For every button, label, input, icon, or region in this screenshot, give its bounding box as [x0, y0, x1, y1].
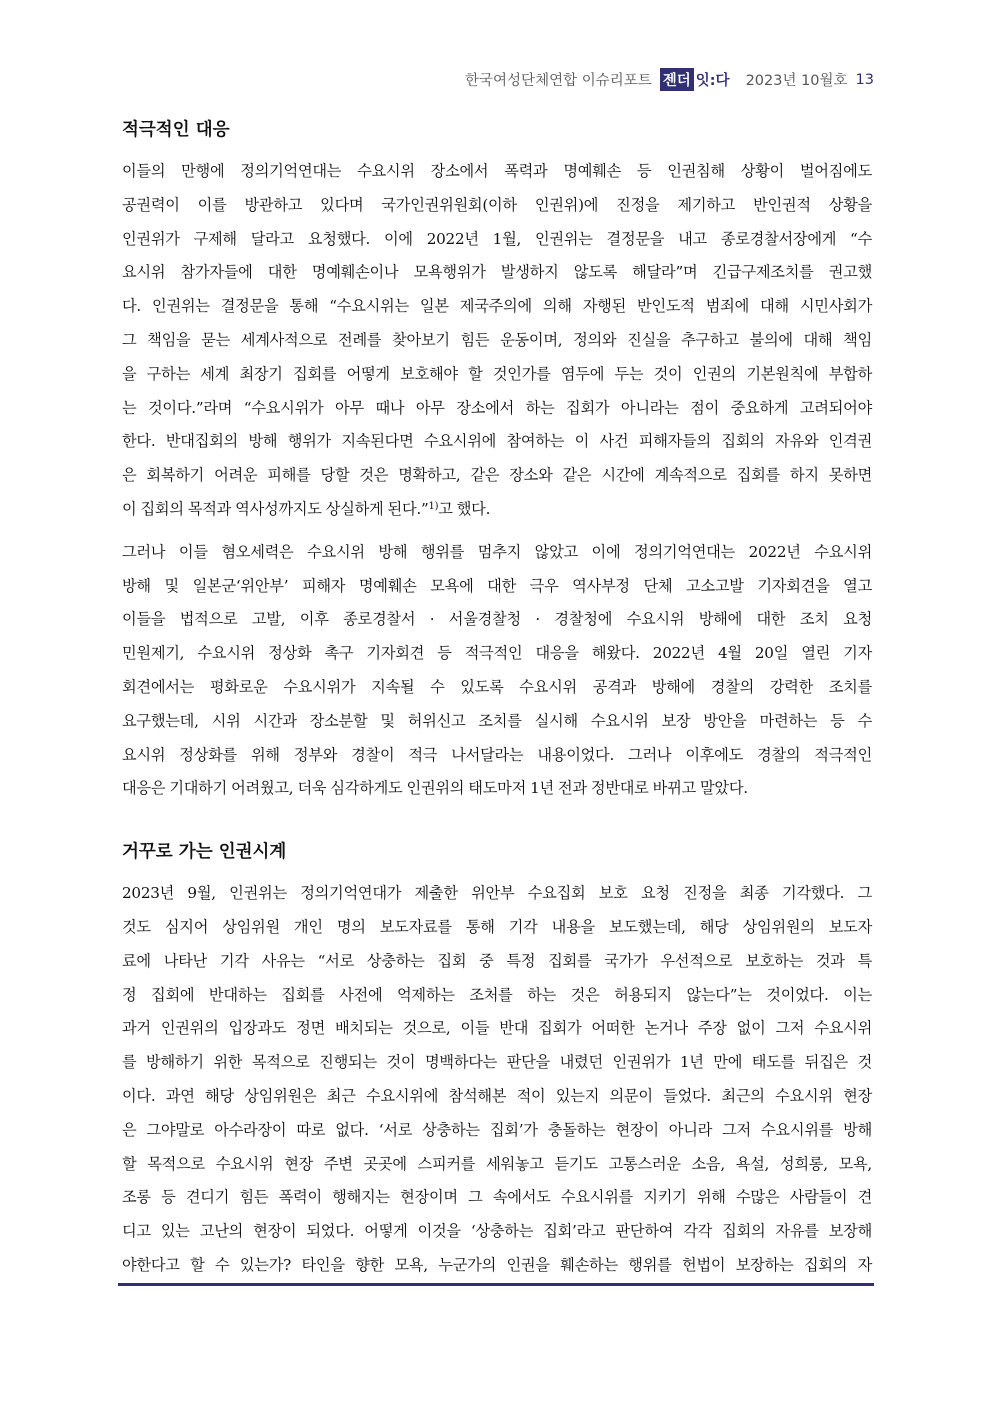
text-line: 는 것이다.”라며 “수요시위가 아무 때나 아무 장소에서 하는 집회가 아니라는 점이 중요하게 고려되어야 [122, 398, 872, 417]
page-number: 13 [855, 71, 874, 88]
text-line: 요시위 참가자들에 대한 명예훼손이나 모욕행위가 발생하지 않도록 해달라”며 긴급구제조치를 권고했 [122, 263, 872, 282]
text-fragment: 고 했다. [438, 499, 491, 518]
text-fragment: 이 집회의 목적과 역사성까지도 상실하게 된다.” [122, 499, 429, 518]
text-line: 회견에서는 평화로운 수요시위가 지속될 수 있도록 수요시위 공격과 방해에 경찰의 강력한 조치를 [122, 677, 872, 696]
text-line: 그러나 이들 혐오세력은 수요시위 방해 행위를 멈추지 않았고 이에 정의기억연대는 2022년 수요시위 [122, 542, 872, 561]
text-line: 2023년 9월, 인권위는 정의기억연대가 제출한 위안부 수요집회 보호 요청 진정을 최종 기각했다. 그 [122, 884, 872, 903]
footer-divider [118, 1283, 874, 1286]
text-line: 을 구하는 세계 최장기 집회를 어떻게 보호해야 할 것인가를 염두에 두는 것이 인권의 기본원칙에 부합하 [122, 364, 872, 383]
text-line: 정 집회에 반대하는 집회를 사전에 억제하는 조처를 하는 것은 허용되지 않는다”는 것이었다. 이는 [122, 985, 872, 1004]
brand-rest: 잇:다 [695, 73, 730, 89]
text-line: 인권위가 구제해 달라고 요청했다. 이에 2022년 1월, 인권위는 결정문을 내고 종로경찰서장에게 “수 [122, 229, 872, 248]
text-line-last: 대응은 기대하기 어려웠고, 더욱 심각하게도 인권위의 태도마저 1년 전과 정반대로 바뀌고 말았다. [122, 779, 748, 798]
text-line: 할 목적으로 수요시위 현장 주변 곳곳에 스피커를 세워놓고 듣기도 고통스러운 소음, 욕설, 성희롱, 모욕, [122, 1154, 872, 1173]
article-body [122, 113, 872, 1284]
text-line: 은 그야말로 아수라장이 따로 없다. ‘서로 상충하는 집회’가 충돌하는 현장이 아니라 그저 수요시위를 방해 [122, 1120, 872, 1139]
brand-logo [660, 68, 730, 91]
text-line: 디고 있는 고난의 현장이 되었다. 어떻게 이것을 ‘상충하는 집회’라고 판단하여 각각 집회의 자유를 보장해 [122, 1222, 872, 1241]
text-line: 이다. 과연 해당 상임위원은 최근 수요시위에 참석해본 적이 있는지 의문이 들었다. 최근의 수요시위 현장 [122, 1086, 872, 1105]
text-line: 민원제기, 수요시위 정상화 촉구 기자회견 등 적극적인 대응을 해왔다. 2022년 4월 20일 열린 기자 [122, 644, 872, 663]
page-header [465, 68, 874, 91]
text-line: 요시위 정상화를 위해 정부와 경찰이 적극 나서달라는 내용이었다. 그러나 이후에도 경찰의 적극적인 [122, 745, 872, 764]
section-heading: 적극적인 대응 [122, 120, 230, 140]
text-line: 다. 인권위는 결정문을 통해 “수요시위는 일본 제국주의에 의해 자행된 반인도적 범죄에 대해 시민사회가 [122, 297, 872, 316]
text-line: 것도 심지어 상임위원 개인 명의 보도자료를 통해 기각 내용을 보도했는데, 해당 상임위원의 보도자 [122, 917, 872, 936]
text-line: 한다. 반대집회의 방해 행위가 지속된다면 수요시위에 참여하는 이 사건 피해자들의 집회의 자유와 인격권 [122, 432, 872, 451]
text-line-last [122, 493, 872, 527]
text-line: 그 책임을 묻는 세계사적으로 전례를 찾아보기 힘든 운동이며, 정의와 진실을 추구하고 불의에 대해 책임 [122, 330, 872, 349]
text-line: 과거 인권위의 입장과도 정면 배치되는 것으로, 이들 반대 집회가 어떠한 논거나 주장 없이 그저 수요시위 [122, 1019, 872, 1038]
paragraph [122, 877, 872, 1283]
text-line: 료에 나타난 기각 사유는 “서로 상충하는 집회 중 특정 집회를 국가가 우선적으로 보호하는 것과 특 [122, 951, 872, 970]
paragraph [122, 536, 872, 806]
text-line: 를 방해하기 위한 목적으로 진행되는 것이 명백하다는 판단을 내렸던 인권위가 1년 만에 태도를 뒤집은 것 [122, 1053, 872, 1072]
text-line: 은 회복하기 어려운 피해를 당할 것은 명확하고, 같은 장소와 같은 시간에 계속적으로 집회를 하지 못하면 [122, 466, 872, 485]
section-heading: 거꾸로 가는 인권시계 [122, 842, 287, 863]
issue-date: 2023년 10월호 [745, 73, 848, 89]
footnote-ref[interactable]: 1) [428, 500, 439, 512]
text-line: 조롱 등 견디기 힘든 폭력이 행해지는 현장이며 그 속에서도 수요시위를 지키기 위해 수많은 사람들이 견 [122, 1188, 872, 1207]
paragraph [122, 155, 872, 527]
text-line: 요구했는데, 시위 시간과 장소분할 및 허위신고 조치를 실시해 수요시위 보장 방안을 마련하는 등 수 [122, 711, 872, 730]
text-line: 방해 및 일본군‘위안부’ 피해자 명예훼손 모욕에 대한 극우 역사부정 단체 고소고발 기자회견을 열고 [122, 576, 872, 595]
publisher-name: 한국여성단체연합 이슈리포트 [465, 73, 652, 89]
text-line: 공권력이 이를 방관하고 있다며 국가인권위원회(이하 인권위)에 진정을 제기하고 반인권적 상황을 [122, 195, 872, 214]
text-line: 야한다고 할 수 있는가? 타인을 향한 모욕, 누군가의 인권을 훼손하는 행위를 헌법이 보장하는 집회의 자 [122, 1255, 872, 1274]
text-line: 이들의 만행에 정의기억연대는 수요시위 장소에서 폭력과 명예훼손 등 인권침해 상황이 벌어짐에도 [122, 162, 872, 180]
text-line: 이들을 법적으로 고발, 이후 종로경찰서 · 서울경찰청 · 경찰청에 수요시위 방해에 대한 조치 요청 [122, 610, 872, 629]
brand-highlight: 젠더 [660, 68, 694, 91]
